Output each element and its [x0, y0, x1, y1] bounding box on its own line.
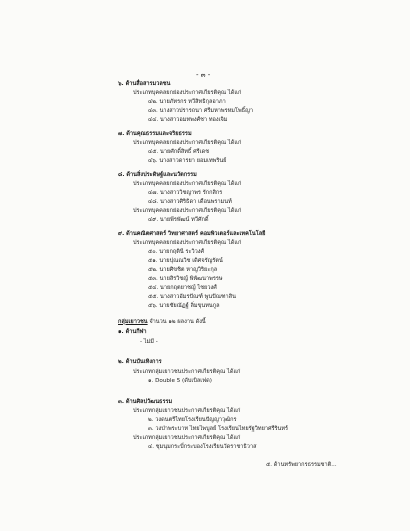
category-line: ประเภทกลุ่มเยาวชนประกาศเกียรติคุณ ได้แก่ — [133, 369, 241, 375]
group-item: ๒. วงดนตรีไทยโรงเรียนปัญญาวุฒิกร — [148, 417, 237, 423]
none-line: - ไม่มี - — [140, 339, 158, 345]
continuation-note: ๕. ด้านทรัพยากรธรรมชาติ... — [266, 462, 337, 468]
name-item: ๕๒. นายศิขชิต หาญวิริยะกุล — [148, 267, 218, 273]
name-item: ๕๔. นายกฤตยาชญ์ ไชยวงศ์ — [148, 285, 217, 291]
category-line: ประเภทบุคคลยกย่องประกาศเกียรติคุณ ได้แก่ — [133, 90, 242, 96]
section-heading: ๘. ด้านสิ่งประดิษฐ์และนวัตกรรม — [118, 172, 197, 178]
category-line: ประเภทบุคคลยกย่องประกาศเกียรติคุณ ได้แก่ — [133, 140, 242, 146]
category-line: ประเภทกลุ่มเยาวชนประกาศเกียรติคุณ ได้แก่ — [133, 435, 241, 441]
category-line: ประเภทบุคคลยกย่องประกาศเกียรติคุณ ได้แก่ — [133, 181, 242, 187]
group-heading-line — [118, 318, 206, 327]
name-item: ๔๕. นายศักดิ์สิทธิ์ ศรีเดช — [148, 149, 210, 155]
category-line: ประเภทบุคคลยกย่องประกาศเกียรติคุณ ได้แก่ — [133, 208, 242, 214]
name-item: ๔๖. นางสาวดารยา ยอมเทพรินย์ — [148, 158, 227, 164]
section-heading: ๙. ด้านคณิตศาสตร์ วิทยาศาสตร์ คอมพิวเตอร์และเทคโนโลยี — [118, 231, 266, 237]
group-item: ๓. วงป่าพระบาท ไทยไพบูลย์ โรงเรียนไทยรัฐวิทยาศรีรินทร์ — [148, 426, 289, 432]
name-item: ๕๓. นายสิรวิชญ์ พิพัฒนาพรรษ — [148, 276, 223, 282]
name-item: ๔๘. นางสาวศิริธิดา เดือนพรามนท์ — [148, 199, 232, 205]
name-item: ๕๖. นายชัยณัฏฐ์ ลิ่มขุนทนกูล — [148, 303, 220, 309]
group-item: ๑. Double 5 (ดับเบิลเฟด) — [148, 378, 212, 384]
group-heading: กลุ่มเยาวชน — [118, 319, 148, 325]
section-heading: ๗. ด้านคุณธรรมและจริยธรรม — [118, 131, 192, 137]
section-heading: ๒. ด้านบันเทิงการ — [118, 359, 162, 365]
group-count: จำนวน ๑๒ ผลงาน ดังนี้ — [147, 319, 206, 325]
name-item: ๕๕. นางสาวอัมรปัณฑ์ พูนปัณฑาสิน — [148, 294, 236, 300]
page-number: - ๓ - — [196, 71, 211, 79]
group-item: ๔. ชุมนุมกระบี่กระบองโรงเรียนวัดราชาธิวาส — [148, 444, 257, 450]
name-item: ๔๔. นางสาวอมทพงศ์ชา ทองเจิม — [148, 117, 228, 123]
name-item: ๔๓. นางสาวปรารถนา ศรีมหาพรหมโพธิ์ญา — [148, 108, 253, 114]
name-item: ๕๑. นายปุณณวิช เดิศจรัญรัตน์ — [148, 258, 223, 264]
name-item: ๕๐. นายกฤตินี ระวิวงศ์ — [148, 249, 205, 255]
section-heading: ๑. ด้านกีฬา — [118, 329, 147, 335]
category-line: ประเภทบุคคลยกย่องประกาศเกียรติคุณ ได้แก่ — [133, 240, 242, 246]
name-item: ๔๒. นายภัทรกร ทวีสิทธิกุลอาภา — [148, 99, 226, 105]
section-heading: ๓. ด้านศิลปวัฒนธรรม — [118, 399, 173, 405]
category-line: ประเภทกลุ่มเยาวชนประกาศเกียรติคุณ ได้แก่ — [133, 408, 241, 414]
name-item: ๔๗. นางสาววิชญาพร รักกสิกร — [148, 190, 223, 196]
name-item: ๔๙. นายพีรพัฒน์ ทวีศักดิ์ — [148, 217, 209, 223]
section-heading: ๖. ด้านสื่อสารมวลชน — [118, 81, 171, 87]
